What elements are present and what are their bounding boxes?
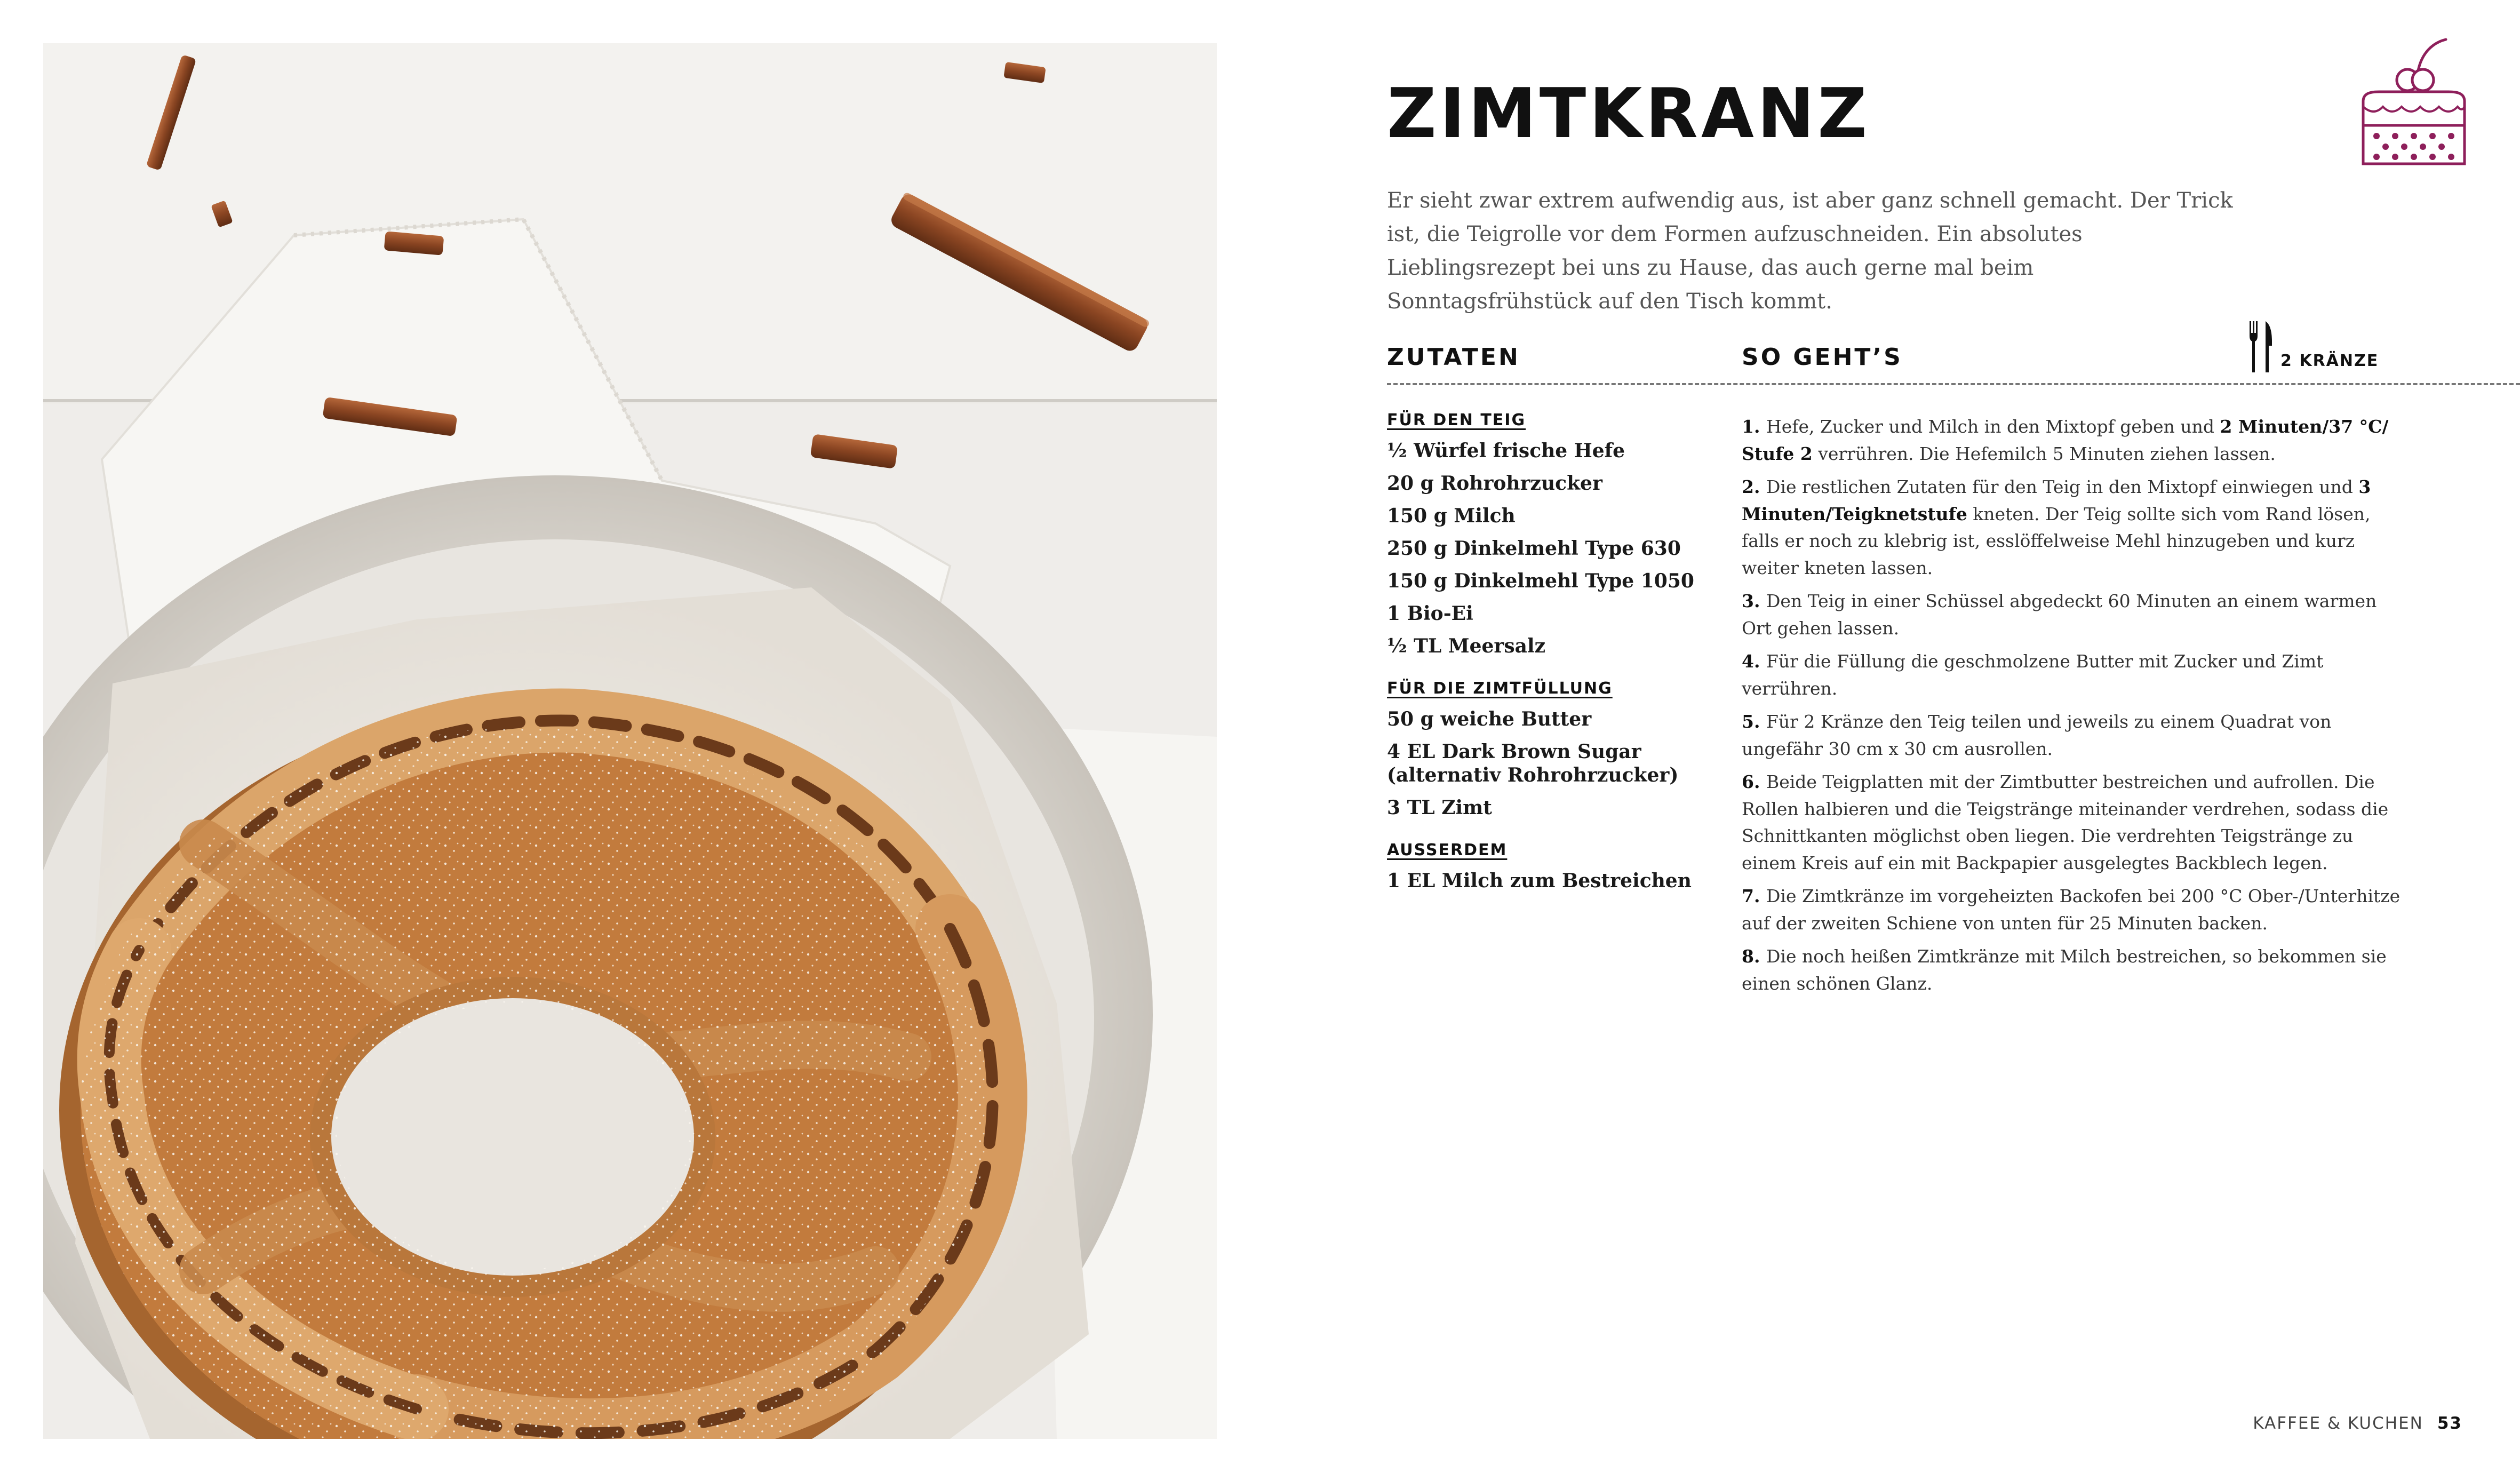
ingredient-section-filling (1387, 679, 1718, 819)
fork-knife-icon (2248, 320, 2273, 373)
step-text: Für 2 Kränze den Teig teilen und jeweils zu einem Quadrat von ungefähr 30 cm x 30 cm ausrollen. (1742, 711, 2332, 759)
yield-label: 2 KRÄNZE (2280, 352, 2379, 370)
step-text: kneten. Der Teig sollte sich vom Rand lösen, falls er noch zu klebrig ist, esslöffelweise Mehl hinzugeben und kurz weiter kneten lassen. (1742, 503, 2371, 578)
instruction-step-8 (1742, 943, 2403, 997)
step-bold-text: 3. (1742, 591, 1766, 611)
instruction-step-3 (1742, 588, 2403, 642)
step-text: Den Teig in einer Schüssel abgedeckt 60 Minuten an einem warmen Ort gehen lassen. (1742, 591, 2377, 639)
page-number: 53 (2437, 1414, 2462, 1433)
cake-icon (2352, 32, 2475, 171)
step-text: Beide Teigplatten mit der Zimtbutter bestreichen und aufrollen. Die Rollen halbieren und die Teigstränge miteinander verdrehen, sodass die Schnittkanten möglichst oben liegen. Die verdrehten Teigstränge zu einem Kreis auf ein mit Backpapier ausgelegtes Backblech legen. (1742, 771, 2389, 873)
step-bold-text: 2 Minuten/37 °C/ Stufe 2 (1742, 416, 2389, 464)
ingredients-heading: ZUTATEN (1387, 344, 1520, 371)
step-text: Hefe, Zucker und Milch in den Mixtopf geben und (1766, 416, 2220, 437)
ingredient-item: 50 g weiche Butter (1387, 708, 1592, 730)
ingredient-item: ½ TL Meersalz (1387, 635, 1546, 657)
step-text: Für die Füllung die geschmolzene Butter mit Zucker und Zimt verrühren. (1742, 651, 2324, 699)
step-bold-text: 1. (1742, 416, 1766, 437)
step-bold-text: 8. (1742, 946, 1766, 967)
instruction-step-4 (1742, 648, 2403, 702)
instruction-step-2 (1742, 474, 2403, 582)
instruction-step-5 (1742, 708, 2403, 762)
ingredient-item: 20 g Rohrohrzucker (1387, 472, 1602, 495)
step-bold-text: 6. (1742, 771, 1766, 792)
step-bold-text: 7. (1742, 886, 1766, 906)
ingredient-item: 4 EL Dark Brown Sugar (alternativ Rohrohrzucker) (1387, 740, 1679, 786)
ingredients-list (1387, 411, 1718, 902)
step-text: Die Zimtkränze im vorgeheizten Backofen bei 200 °C Ober-/Unterhitze auf der zweiten Schiene von unten für 25 Minuten backen. (1742, 886, 2401, 934)
ingredient-section-title: AUSSERDEM (1387, 841, 1508, 859)
recipe-photo (43, 43, 1217, 1439)
ingredient-item: 1 EL Milch zum Bestreichen (1387, 870, 1692, 892)
footer-section-label: KAFFEE & KUCHEN (2253, 1414, 2423, 1433)
ingredient-item: ½ Würfel frische Hefe (1387, 440, 1625, 462)
ingredient-item: 1 Bio-Ei (1387, 602, 1473, 625)
step-bold-text: 2. (1742, 476, 1766, 497)
ingredient-section-title: FÜR DIE ZIMTFÜLLUNG (1387, 679, 1613, 698)
instruction-step-6 (1742, 769, 2403, 877)
ingredient-item: 3 TL Zimt (1387, 797, 1492, 819)
step-bold-text: 5. (1742, 711, 1766, 732)
ingredient-item: 250 g Dinkelmehl Type 630 (1387, 537, 1681, 560)
instruction-step-7 (1742, 883, 2403, 937)
ingredient-item: 150 g Milch (1387, 505, 1516, 527)
step-text: Die restlichen Zutaten für den Teig in den Mixtopf einwiegen und (1766, 476, 2359, 497)
step-text: verrühren. Die Hefemilch 5 Minuten ziehen lassen. (1812, 443, 2276, 464)
instruction-steps (1742, 413, 2403, 1004)
ingredient-section-dough (1387, 411, 1718, 658)
instructions-heading: SO GEHT’S (1742, 344, 1903, 371)
recipe-title: ZIMTKRANZ (1387, 74, 1870, 154)
ingredient-section-title: FÜR DEN TEIG (1387, 411, 1526, 429)
recipe-intro: Er sieht zwar extrem aufwendig aus, ist aber ganz schnell gemacht. Der Trick ist, die Teigrolle vor dem Formen aufzuschneiden. Ein absolutes Lieblingsrezept bei uns zu Hause, das auch gerne mal beim Sonntagsfrühstück auf den Tisch kommt. (1387, 188, 2233, 314)
yield-info (2248, 320, 2379, 373)
instruction-step-1 (1742, 413, 2403, 467)
step-bold-text: 3 Minuten/Teigknetstufe (1742, 476, 2371, 524)
section-divider (1387, 383, 2520, 385)
step-bold-text: 4. (1742, 651, 1766, 672)
ingredient-section-extra (1387, 841, 1718, 893)
ingredient-item: 150 g Dinkelmehl Type 1050 (1387, 570, 1694, 592)
page-footer (2253, 1414, 2462, 1433)
step-text: Die noch heißen Zimtkränze mit Milch bestreichen, so bekommen sie einen schönen Glanz. (1742, 946, 2387, 994)
